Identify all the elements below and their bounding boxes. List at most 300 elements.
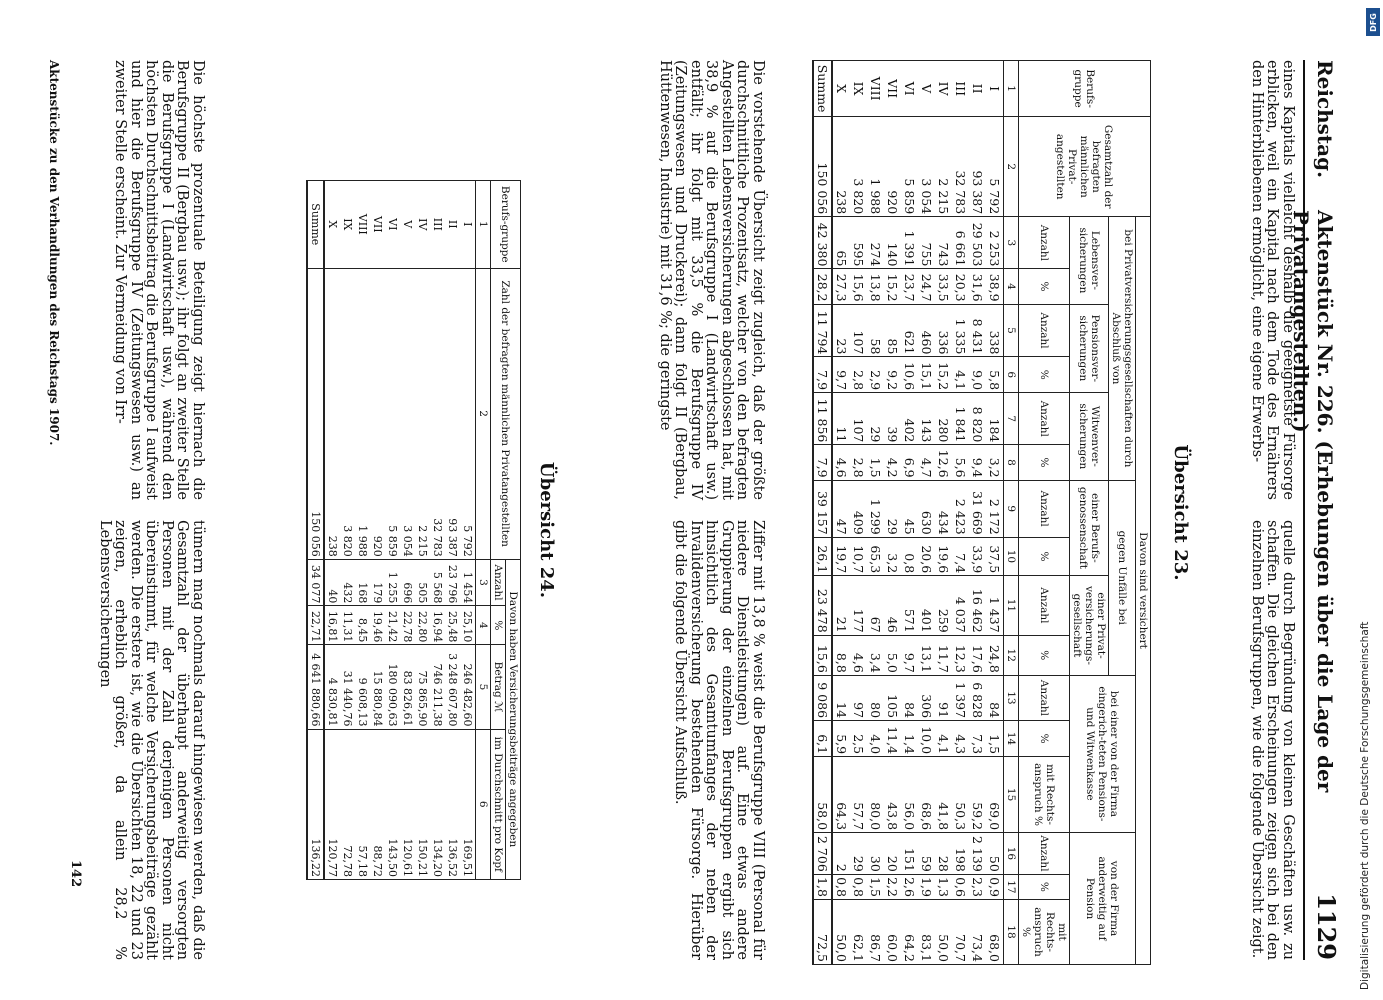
t23-cell: 177: [850, 576, 867, 636]
t23-cell: 11,7: [935, 635, 952, 675]
end-paragraph: [97, 60, 206, 960]
mid-left-text: Die vorstehende Übersicht zeigt zugleich, daß der größte durchschnittliche Prozentsatz, welcher von den befragten Angestellten Lebensversicherungen abgeschlossen hat, mit 38,9 % auf die Berufsgruppe I (Landwirtschaft usw.) entfällt; ihr folgt mit 33,5 % die Berufsgruppe IV (Zeitungswesen und Druckerei); dann folgt II (Bergbau, Hüttenwesen, Industrie) mit 31,6 %; die geringste: [657, 60, 766, 500]
t23-cell: 68,6: [918, 757, 935, 833]
t23-cell: 8,8: [832, 635, 850, 675]
t23-head-firmakasse: bei einer von der Firma eingerich-teten Pensions- und Witwenkasse: [1070, 675, 1136, 832]
t23-cell: 621: [901, 304, 918, 357]
t23-sum-label: Summe: [813, 61, 832, 117]
t23-head-gesamtzahl: Gesamtzahl der befragten männlichen Privat-angestellten: [1019, 117, 1151, 217]
t23-cell: 84: [986, 675, 1004, 720]
t23-sum-cell: 23 478: [813, 576, 832, 636]
t23-cell: 4,2: [884, 445, 901, 480]
t23-subhead-1: Anzahl: [1019, 217, 1070, 269]
t23-cell: 3 820: [850, 117, 867, 217]
t24-cell: 3 054: [400, 268, 415, 559]
t24-cell: 22,80: [415, 606, 430, 645]
t23-cell: 198: [952, 833, 969, 875]
t23-head-pension: Pensionsver-sicherungen: [1070, 304, 1109, 392]
t23-cell: 4,7: [918, 445, 935, 480]
t24-cell: 150,21: [415, 729, 430, 879]
t23-subhead-16: mit Rechts-anspruch %: [1019, 899, 1070, 964]
t23-row: [901, 61, 918, 965]
t23-cell: 4 037: [952, 576, 969, 636]
t23-cell: 2 139: [969, 833, 986, 875]
t23-cell: 23,7: [901, 269, 918, 304]
t23-cell: 29 503: [969, 217, 986, 269]
t23-cell: 19,7: [832, 537, 850, 575]
t23-cell: 64,3: [832, 757, 850, 833]
t23-cell: 401: [918, 576, 935, 636]
t23-cell: 0,8: [901, 537, 918, 575]
t23-row-group: VII: [884, 61, 901, 117]
t23-cell: 31 669: [969, 480, 986, 537]
t23-colnum: 16: [1004, 833, 1019, 875]
t24-cell: 21,42: [385, 606, 400, 645]
t24-cell: 238: [324, 268, 340, 559]
t23-colnum: 4: [1004, 269, 1019, 304]
t23-cell: 1,4: [901, 721, 918, 757]
t23-cell: 1 841: [952, 393, 969, 445]
t23-row: [918, 61, 935, 965]
t23-sum-cell: 9 086: [813, 675, 832, 720]
t24-cell: 25,48: [445, 606, 460, 645]
t24-cell: 134,20: [430, 729, 445, 879]
t24-cell: 32 783: [430, 268, 445, 559]
t24-row: [355, 181, 370, 880]
t24-row-group: III: [430, 181, 445, 269]
t23-cell: 2,8: [850, 357, 867, 393]
t24-cell: 57,18: [355, 729, 370, 879]
t23-cell: 14: [832, 675, 850, 720]
t23-cell: 58: [867, 304, 884, 357]
t23-row-group: V: [918, 61, 935, 117]
t23-cell: 11: [832, 393, 850, 445]
t23-subhead-2: %: [1019, 269, 1070, 304]
t23-cell: 50: [986, 833, 1004, 875]
t23-cell: 0,9: [986, 874, 1004, 899]
t23-cell: 0,8: [850, 874, 867, 899]
t23-cell: 80,0: [867, 757, 884, 833]
t23-cell: 64,2: [901, 899, 918, 964]
t24-cell: 920: [370, 268, 385, 559]
t23-row-group: VI: [901, 61, 918, 117]
t24-cell: 179: [370, 559, 385, 606]
t23-head-berufsgruppe: Berufs-gruppe: [1019, 61, 1151, 117]
t23-cell: 4,1: [952, 357, 969, 393]
t23-head-davon: Davon sind versichert: [1136, 217, 1151, 965]
t23-cell: 12,3: [952, 635, 969, 675]
t23-sum-cell: 11 794: [813, 304, 832, 357]
t23-cell: 13,1: [918, 635, 935, 675]
t23-row-group: II: [969, 61, 986, 117]
t23-cell: 2,3: [969, 874, 986, 899]
t23-cell: 259: [935, 576, 952, 636]
t24-cell: 169,51: [460, 729, 476, 879]
t23-cell: 2 423: [952, 480, 969, 537]
dfg-logo-text: DFG: [1368, 12, 1378, 32]
t24-head-pct: %: [491, 606, 506, 645]
t23-head-leben: Lebensver-sicherungen: [1070, 217, 1109, 304]
t24-cell: 16,81: [324, 606, 340, 645]
t23-cell: 3,2: [884, 537, 901, 575]
t23-cell: 4,6: [832, 445, 850, 480]
t23-colnum: 13: [1004, 675, 1019, 720]
t23-cell: 5,8: [986, 357, 1004, 393]
t23-subhead-12: %: [1019, 721, 1070, 757]
t23-cell: 7,3: [969, 721, 986, 757]
t23-cell: 15,1: [918, 357, 935, 393]
t24-head-anzahl: Anzahl: [491, 559, 506, 606]
t23-head-firmapension: von der Firma anderweitig auf Pension: [1070, 833, 1136, 965]
t23-sum-cell: 39 157: [813, 480, 832, 537]
t24-cell: 2 215: [415, 268, 430, 559]
dfg-logo: [1366, 8, 1380, 36]
t23-cell: 91: [935, 675, 952, 720]
t23-cell: 73,4: [969, 899, 986, 964]
t23-subhead-5: Anzahl: [1019, 393, 1070, 445]
t24-colnum: 5: [476, 645, 491, 729]
t23-cell: 20,3: [952, 269, 969, 304]
t23-cell: 46: [884, 576, 901, 636]
t23-cell: 5 792: [986, 117, 1004, 217]
t23-head-unfall: gegen Unfälle bei: [1109, 480, 1136, 675]
t23-subhead-3: Anzahl: [1019, 304, 1070, 357]
t23-cell: 69,0: [986, 757, 1004, 833]
t24-cell: 1 454: [460, 559, 476, 606]
t24-row: [430, 181, 445, 880]
t23-sum-cell: 72,5: [813, 899, 832, 964]
t23-cell: 12,6: [935, 445, 952, 480]
t23-cell: 1,9: [918, 874, 935, 899]
t23-cell: 33,5: [935, 269, 952, 304]
t23-cell: 409: [850, 480, 867, 537]
t23-row: [867, 61, 884, 965]
t24-head-davon: Davon haben Versicherungsbeiträge angegeben: [506, 559, 521, 879]
t23-cell: 4,3: [952, 721, 969, 757]
t23-cell: 20: [884, 833, 901, 875]
header-left: Reichstag.: [1313, 60, 1337, 179]
t24-cell: 3 248 607,80: [445, 645, 460, 729]
t23-cell: 31,6: [969, 269, 986, 304]
t23-cell: 24,8: [986, 635, 1004, 675]
t23-sum-cell: 6,1: [813, 721, 832, 757]
t23-cell: 30: [867, 833, 884, 875]
t23-colnum: 7: [1004, 393, 1019, 445]
t23-subhead-14: Anzahl: [1019, 833, 1070, 875]
t23-cell: 93 387: [969, 117, 986, 217]
t23-cell: 29: [867, 393, 884, 445]
t24-head-berufsgruppe: Berufs-gruppe: [491, 181, 521, 269]
t23-sum-row: [813, 61, 832, 965]
t24-row-group: VI: [385, 181, 400, 269]
t23-cell: 306: [918, 675, 935, 720]
t23-cell: 2,9: [867, 357, 884, 393]
t24-cell: 75 865,90: [415, 645, 430, 729]
t24-cell: 22,78: [400, 606, 415, 645]
end-left-text: Die höchste prozentuale Beteiligung zeigt hiernach die Berufsgruppe II (Bergbau usw.); ihr folgt an zweiter Stelle die Berufsgruppe I (Landwirtschaft usw.), während den höchsten Durchschnittsbeitrag die Berufsgruppe I aufweist und hier die Berufsgruppe IV (Zeitungswesen usw.) an zweiter Stelle erscheint. Zur Vermeidung von Irr-: [112, 60, 206, 500]
t23-row-group: IX: [850, 61, 867, 117]
t23-cell: 83,1: [918, 899, 935, 964]
t23-cell: 24,7: [918, 269, 935, 304]
t23-cell: 50,0: [935, 899, 952, 964]
t24-cell: 246 482,60: [460, 645, 476, 729]
t24-cell: 83 826,61: [400, 645, 415, 729]
t23-cell: 7,4: [952, 537, 969, 575]
t24-row: [370, 181, 385, 880]
t23-cell: 59: [918, 833, 935, 875]
t23-cell: 50,0: [832, 899, 850, 964]
t23-row: [935, 61, 952, 965]
t23-cell: 33,9: [969, 537, 986, 575]
t23-row-group: III: [952, 61, 969, 117]
t23-cell: 29: [850, 833, 867, 875]
t24-sum-row: [307, 181, 324, 880]
t23-subhead-6: %: [1019, 445, 1070, 480]
t23-colnum: 10: [1004, 537, 1019, 575]
t24-cell: 168: [355, 559, 370, 606]
t23-cell: 1,3: [935, 874, 952, 899]
t23-cell: 20,6: [918, 537, 935, 575]
t23-cell: 6 828: [969, 675, 986, 720]
t23-colnum: 9: [1004, 480, 1019, 537]
t23-cell: 2 253: [986, 217, 1004, 269]
t24-cell: 93 387: [445, 268, 460, 559]
t23-cell: 5 859: [901, 117, 918, 217]
t23-colnum: 17: [1004, 874, 1019, 899]
t24-head-durchschnitt: im Durchschnitt pro Kopf: [491, 729, 506, 879]
t23-row: [850, 61, 867, 965]
header-page-number: 1129: [1312, 893, 1341, 960]
t24-cell: 1 988: [355, 268, 370, 559]
t23-cell: 10,7: [850, 537, 867, 575]
t24-cell: 5 568: [430, 559, 445, 606]
t23-sum-cell: 7,9: [813, 357, 832, 393]
t23-subhead-8: %: [1019, 537, 1070, 575]
t24-sum-cell: 136,22: [307, 729, 324, 879]
t23-head-privatunfall: einer Privat-versicherungs-gesellschaft: [1070, 576, 1109, 676]
t24-row: [324, 181, 340, 880]
t24-colnum: 6: [476, 729, 491, 879]
table-24: [306, 180, 521, 880]
t24-cell: 40: [324, 559, 340, 606]
t24-cell: 505: [415, 559, 430, 606]
t23-cell: 65: [832, 217, 850, 269]
t24-colnum: 3: [476, 559, 491, 606]
t24-row-group: IV: [415, 181, 430, 269]
t23-cell: 336: [935, 304, 952, 357]
t24-row: [415, 181, 430, 880]
t23-cell: 27,3: [832, 269, 850, 304]
t23-colnum: 1: [1004, 61, 1019, 117]
t23-cell: 0,6: [952, 874, 969, 899]
t24-row-group: II: [445, 181, 460, 269]
t23-cell: 402: [901, 393, 918, 445]
t24-cell: 25,10: [460, 606, 476, 645]
t24-row-group: VIII: [355, 181, 370, 269]
t23-cell: 9,0: [969, 357, 986, 393]
t23-cell: 755: [918, 217, 935, 269]
t23-sum-cell: 7,9: [813, 445, 832, 480]
t24-row: [460, 181, 476, 880]
t24-sum-cell: 34 077: [307, 559, 324, 606]
t23-cell: 9,7: [832, 357, 850, 393]
credit-text: Digitalisierung gefördert durch die Deutsche Forschungsgemeinschaft: [1359, 621, 1371, 990]
t24-head-betrag: Betrag ℳ: [491, 645, 506, 729]
t23-cell: 1 397: [952, 675, 969, 720]
t24-cell: 5 792: [460, 268, 476, 559]
t23-cell: 143: [918, 393, 935, 445]
table-23: [812, 60, 1151, 965]
t23-sum-cell: 2 706: [813, 833, 832, 875]
t23-cell: 28: [935, 833, 952, 875]
t23-cell: 16 462: [969, 576, 986, 636]
t23-cell: 47: [832, 480, 850, 537]
t23-colnum: 15: [1004, 757, 1019, 833]
t23-cell: 3,2: [986, 445, 1004, 480]
t24-cell: 746 211,38: [430, 645, 445, 729]
t23-row: [969, 61, 986, 965]
t24-sum-cell: 22,71: [307, 606, 324, 645]
t23-cell: 67: [867, 576, 884, 636]
end-right-text: tümern mag nochmals darauf hingewiesen werden, daß die Gesamtzahl der überhaupt anderweitig versorgten Personen mit der Zahl derjenigen Personen nicht übereinstimmt, für welche Versicherungsbeiträge gezählt werden. Die erstere ist, wie die Übersichten 18, 22 und 23 zeigen, erheblich größer, da allein 28,2 % Lebensversicherungen: [97, 520, 206, 960]
t23-sum-cell: 26,1: [813, 537, 832, 575]
t24-cell: 136,52: [445, 729, 460, 879]
t23-cell: 8 431: [969, 304, 986, 357]
t23-sum-cell: 28,2: [813, 269, 832, 304]
t23-sum-cell: 1,8: [813, 874, 832, 899]
t23-cell: 15,6: [850, 269, 867, 304]
t24-cell: 696: [400, 559, 415, 606]
t23-cell: 38,9: [986, 269, 1004, 304]
mid-right-text: Ziffer mit 13,8 % weist die Berufsgruppe VIII (Personal für niedere Dienstleistungen) auf. Eine etwas andere Gruppierung der einzelnen Berufsgruppen ergibt sich hinsichtlich des Gesamtumfanges der neben der Invalidenversicherung bestehenden Fürsorge. Hierüber gibt die folgende Übersicht Aufschluß.: [672, 520, 766, 960]
t24-cell: 23 796: [445, 559, 460, 606]
t23-subhead-7: Anzahl: [1019, 480, 1070, 537]
t24-cell: 16,94: [430, 606, 445, 645]
t23-cell: 1 335: [952, 304, 969, 357]
t23-subhead-13: mit Rechts-anspruch %: [1019, 757, 1070, 833]
t23-colnum: 5: [1004, 304, 1019, 357]
t23-row-group: I: [986, 61, 1004, 117]
t23-cell: 65,3: [867, 537, 884, 575]
t23-cell: 1,5: [986, 721, 1004, 757]
t23-cell: 41,8: [935, 757, 952, 833]
t23-cell: 2 215: [935, 117, 952, 217]
t24-cell: 72,78: [340, 729, 355, 879]
t23-sum-cell: 150 056: [813, 117, 832, 217]
table24-title: Übersicht 24.: [536, 461, 557, 599]
t24-row: [340, 181, 355, 880]
t23-cell: 2,5: [850, 721, 867, 757]
t23-sum-cell: 11 856: [813, 393, 832, 445]
t23-sum-cell: 58,0: [813, 757, 832, 833]
page-footer: Aktenstücke zu den Verhandlungen des Reichstags 1907.: [47, 60, 61, 446]
t24-row: [445, 181, 460, 880]
t23-colnum: 11: [1004, 576, 1019, 636]
t23-cell: 32 783: [952, 117, 969, 217]
t24-row-group: X: [324, 181, 340, 269]
t23-cell: 338: [986, 304, 1004, 357]
t24-colnum: 1: [476, 181, 491, 269]
t23-cell: 151: [901, 833, 918, 875]
t23-subhead-10: %: [1019, 635, 1070, 675]
t23-cell: 10,6: [901, 357, 918, 393]
t23-row: [986, 61, 1004, 965]
t23-cell: 3 054: [918, 117, 935, 217]
t23-subhead-15: %: [1019, 874, 1070, 899]
t23-cell: 4,6: [850, 635, 867, 675]
t23-cell: 45: [901, 480, 918, 537]
t23-cell: 107: [850, 304, 867, 357]
t23-cell: 107: [850, 393, 867, 445]
t23-head-berufsgenossen: einer Berufs-genossenschaft: [1070, 480, 1109, 576]
t23-head-privat: bei Privatversicherungsgesellschaften durch Abschluß von: [1109, 217, 1136, 480]
t23-cell: 85: [884, 304, 901, 357]
t23-cell: 140: [884, 217, 901, 269]
t23-cell: 595: [850, 217, 867, 269]
t23-cell: 238: [832, 117, 850, 217]
t23-cell: 2,8: [850, 445, 867, 480]
t23-cell: 1 437: [986, 576, 1004, 636]
t23-cell: 68,0: [986, 899, 1004, 964]
t24-head-zahl: Zahl der befragten männlichen Privatangestellten: [491, 268, 521, 559]
t23-cell: 59,2: [969, 757, 986, 833]
t23-cell: 23: [832, 304, 850, 357]
t23-subhead-9: Anzahl: [1019, 576, 1070, 636]
t24-row-group: I: [460, 181, 476, 269]
t23-cell: 29: [884, 480, 901, 537]
t23-cell: 21: [832, 576, 850, 636]
t23-colnum: 14: [1004, 721, 1019, 757]
t23-cell: 2,2: [884, 874, 901, 899]
page-header: [1289, 60, 1345, 960]
t23-row-group: VIII: [867, 61, 884, 117]
t23-cell: 19,6: [935, 537, 952, 575]
t23-cell: 4,0: [867, 721, 884, 757]
t23-cell: 3,4: [867, 635, 884, 675]
t23-cell: 17,6: [969, 635, 986, 675]
t24-cell: 31 440,76: [340, 645, 355, 729]
t23-cell: 80: [867, 675, 884, 720]
t23-cell: 15,2: [935, 357, 952, 393]
t23-cell: 39: [884, 393, 901, 445]
t23-row-group: X: [832, 61, 850, 117]
t24-cell: 5 859: [385, 268, 400, 559]
t23-cell: 8 820: [969, 393, 986, 445]
t23-cell: 1 988: [867, 117, 884, 217]
t24-sum-cell: 4 641 880,66: [307, 645, 324, 729]
t23-colnum: 18: [1004, 899, 1019, 964]
t24-row-group: IX: [340, 181, 355, 269]
t23-head-witwen: Witwenver-sicherungen: [1070, 393, 1109, 481]
t23-cell: 0,8: [832, 874, 850, 899]
t23-cell: 274: [867, 217, 884, 269]
t23-cell: 62,1: [850, 899, 867, 964]
t23-cell: 13,8: [867, 269, 884, 304]
t24-cell: 19,46: [370, 606, 385, 645]
t24-cell: 1 255: [385, 559, 400, 606]
t23-sum-cell: 15,6: [813, 635, 832, 675]
intro-right-text: quelle durch Begründung von kleinen Geschäften usw. zu schaffen. Die gleichen Erscheinungen zeigen sich bei den einzelnen Berufsgruppen, wie die folgende Übersicht zeigt.: [1249, 520, 1296, 960]
t24-cell: 120,77: [324, 729, 340, 879]
t23-cell: 105: [884, 675, 901, 720]
t23-cell: 60,0: [884, 899, 901, 964]
t23-cell: 70,7: [952, 899, 969, 964]
t23-cell: 184: [986, 393, 1004, 445]
t23-cell: 56,0: [901, 757, 918, 833]
t24-row-group: VII: [370, 181, 385, 269]
t24-cell: 4 830,81: [324, 645, 340, 729]
t23-subhead-4: %: [1019, 357, 1070, 393]
